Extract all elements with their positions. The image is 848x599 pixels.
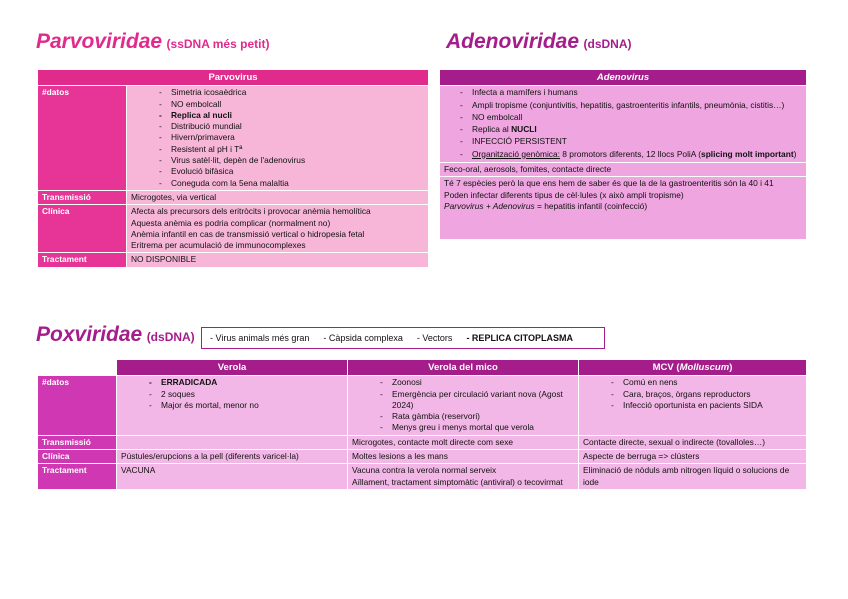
list-item: - NO embolcall	[460, 112, 802, 123]
parvovirus-clinica	[127, 205, 429, 253]
list-item: - Comú en nens	[611, 377, 802, 388]
text-line	[444, 201, 802, 212]
table-row	[38, 253, 429, 267]
list-item: - Major és mortal, menor no	[149, 400, 343, 411]
poxvirus-table	[37, 359, 807, 490]
list-item: - Zoonosi	[380, 377, 574, 388]
list-item: - Replica al nucli	[159, 110, 424, 121]
list-item: - Resistent al pH i Tª	[159, 144, 424, 155]
list-item: - Ampli tropisme (conjuntivitis, hepatitis, gastroenteritis infantils, pneumònia, cistitis…)	[460, 100, 802, 111]
table-row	[440, 86, 807, 163]
adenovirus-datos	[440, 86, 807, 163]
text-line: Aquesta anèmia es podria complicar (normalment no)	[131, 217, 331, 228]
poxviridae-title	[36, 323, 195, 347]
empty-header	[38, 360, 117, 376]
verola-mico-tractament	[348, 464, 579, 490]
text-part: Molluscum	[679, 362, 730, 373]
text-part: Replica al	[472, 124, 512, 135]
parvovirus-table	[37, 69, 429, 268]
table-row	[38, 435, 807, 449]
list-item: - Infecció oportunista en pacients SIDA	[611, 400, 802, 411]
table-row	[38, 190, 429, 204]
list-item: - Evolució bifàsica	[159, 166, 424, 177]
text-line: Afecta als precursors dels eritròcits i provocar anèmia hemolítica	[131, 206, 371, 217]
text-part: NUCLI	[511, 124, 537, 135]
text-part: splicing molt important	[701, 148, 794, 159]
parvoviridae-title	[36, 30, 269, 54]
verola-mico-clinica: Moltes lesions a les mans	[348, 450, 579, 464]
text-line: Poden infectar diferents tipus de cèl·lules (x això ampli tropisme)	[444, 189, 684, 200]
table-row	[38, 86, 429, 191]
row-label-transmissio: Transmissió	[38, 435, 117, 449]
text-part: 8 promotors diferents, 12 llocs PoliA (	[559, 148, 702, 159]
row-label-transmissio: Transmissió	[38, 190, 127, 204]
verola-mico-transmissio: Microgotes, contacte molt directe com sexe	[348, 435, 579, 449]
mcv-header	[579, 360, 807, 376]
list-item: - Coneguda com la 5ena malaltia	[159, 178, 424, 189]
row-label-datos: #datos	[38, 86, 127, 191]
text-line: Eritrema per acumulació de immunocomplexes	[131, 240, 306, 251]
text-line: Vacuna contra la verola normal serveix	[352, 465, 497, 476]
list-item: - Emergència per circulació variant nova (Agost 2024)	[380, 389, 574, 412]
mcv-clinica: Aspecte de berruga => clústers	[579, 450, 807, 464]
feature-item: - Vectors	[416, 333, 453, 343]
list-item: - Hivern/primavera	[159, 132, 424, 143]
list-item: - Virus satèl·lit, depèn de l'adenovirus	[159, 155, 424, 166]
text-line: Té 7 espècies però la que ens hem de saber és que la de la gastroenteritis són la 40 i 41	[444, 178, 774, 189]
mcv-transmissio: Contacte directe, sexual o indirecte (tovalloles…)	[579, 435, 807, 449]
table-row	[440, 177, 807, 240]
table-row	[38, 376, 807, 435]
verola-mico-datos	[348, 376, 579, 435]
adenoviridae-title	[446, 30, 632, 54]
poxviridae-subtitle: (dsDNA)	[146, 330, 195, 344]
list-item: - Rata gàmbia (reservori)	[380, 411, 574, 422]
table-row	[38, 205, 429, 253]
text-line: Aïllament, tractament simptomàtic (antiviral) o tecovirmat	[352, 476, 563, 487]
mcv-tractament: Eliminació de nòduls amb nitrogen líquid o solucions de iode	[579, 464, 807, 490]
list-item: - NO embolcall	[159, 99, 424, 110]
table-row	[440, 163, 807, 177]
list-item	[460, 149, 802, 160]
text-part: MCV (	[652, 362, 680, 373]
list-item: - Menys greu i menys mortal que verola	[380, 422, 574, 433]
verola-transmissio	[117, 435, 348, 449]
text-part: )	[729, 362, 733, 373]
list-item: - 2 soques	[149, 389, 343, 400]
parvoviridae-title-text: Parvoviridae	[36, 30, 163, 53]
row-label-clinica: Clínica	[38, 205, 127, 253]
adenovirus-header: Adenovirus	[440, 70, 807, 86]
poxviridae-features-box	[201, 327, 605, 349]
row-label-datos: #datos	[38, 376, 117, 435]
text-part: = hepatitis infantil (coinfecció)	[534, 200, 648, 211]
list-item: - Distribució mundial	[159, 121, 424, 132]
adenoviridae-title-text: Adenoviridae	[446, 30, 580, 53]
table-row	[38, 464, 807, 490]
list-item	[460, 124, 802, 135]
text-line: Anèmia infantil en cas de transmissió vertical o hidropesia fetal	[131, 228, 365, 239]
table-row	[38, 450, 807, 464]
parvoviridae-subtitle: (ssDNA més petit)	[166, 37, 270, 51]
adenovirus-clinica	[440, 177, 807, 240]
mcv-datos	[579, 376, 807, 435]
list-item: - INFECCIÓ PERSISTENT	[460, 136, 802, 147]
text-part: )	[793, 148, 797, 159]
feature-item: - REPLICA CITOPLASMA	[466, 333, 573, 343]
parvovirus-tractament: NO DISPONIBLE	[127, 253, 429, 267]
list-item: - Cara, braços, òrgans reproductors	[611, 389, 802, 400]
verola-clinica: Pústules/erupcions a la pell (diferents varicel·la)	[117, 450, 348, 464]
text-part: Parvovirus + Adenovirus	[444, 200, 535, 211]
list-item: - Infecta a mamífers i humans	[460, 87, 802, 98]
adenovirus-transmissio: Feco-oral, aerosols, fomites, contacte directe	[440, 163, 807, 177]
feature-item: - Virus animals més gran	[210, 333, 310, 343]
adenoviridae-subtitle: (dsDNA)	[583, 37, 632, 51]
verola-datos	[117, 376, 348, 435]
list-item: - ERRADICADA	[149, 377, 343, 388]
adenovirus-table	[439, 69, 807, 240]
row-label-tractament: Tractament	[38, 253, 127, 267]
verola-mico-header: Verola del mico	[348, 360, 579, 376]
parvovirus-header: Parvovirus	[38, 70, 429, 86]
poxviridae-title-text: Poxviridae	[36, 323, 143, 346]
row-label-tractament: Tractament	[38, 464, 117, 490]
row-label-clinica: Clínica	[38, 450, 117, 464]
verola-tractament: VACUNA	[117, 464, 348, 490]
parvovirus-transmissio: Microgotes, via vertical	[127, 190, 429, 204]
parvovirus-datos	[127, 86, 429, 191]
feature-item: - Càpsida complexa	[323, 333, 403, 343]
text-part: Organització genòmica:	[472, 148, 560, 159]
list-item: - Simetria icosaèdrica	[159, 87, 424, 98]
verola-header: Verola	[117, 360, 348, 376]
